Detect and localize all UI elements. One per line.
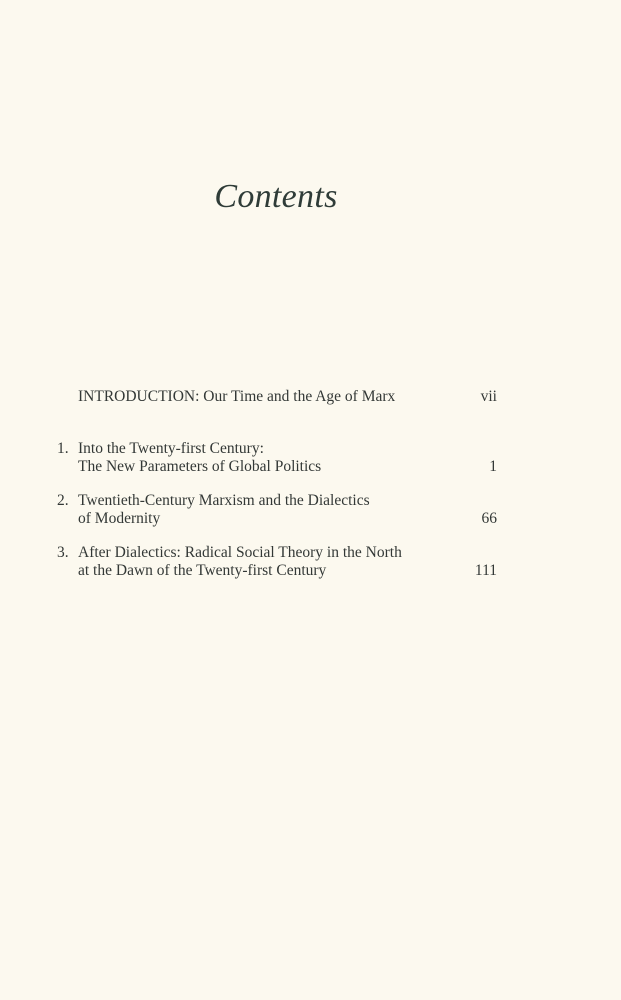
toc-entry-title-line-2: of Modernity bbox=[78, 510, 161, 527]
toc-entry-title bbox=[78, 440, 449, 476]
toc-entry-title-line-1: After Dialectics: Radical Social Theory in the North bbox=[78, 544, 402, 561]
toc-entry-page-number: 1 bbox=[489, 458, 497, 475]
chapter-number: 3. bbox=[57, 544, 69, 561]
toc-entry-chapter-3 bbox=[57, 544, 497, 580]
toc-entry-title bbox=[78, 544, 449, 580]
toc-entry-title-line-1: Twentieth-Century Marxism and the Dialectics bbox=[78, 492, 370, 509]
toc-entry-title-line-2: The New Parameters of Global Politics bbox=[78, 458, 322, 475]
toc-entry-introduction bbox=[57, 388, 497, 406]
page-title: Contents bbox=[214, 178, 338, 215]
toc-entry-title bbox=[78, 492, 449, 528]
table-of-contents bbox=[57, 388, 497, 596]
toc-entry-page-number: 111 bbox=[474, 562, 497, 579]
toc-entry-chapter-2 bbox=[57, 492, 497, 528]
toc-entry-page-number: 66 bbox=[481, 510, 497, 527]
toc-entry-title-line-2: at the Dawn of the Twenty-first Century bbox=[78, 562, 327, 579]
toc-entry-chapter-1 bbox=[57, 440, 497, 476]
toc-entry-title: INTRODUCTION: Our Time and the Age of Marx bbox=[78, 388, 396, 405]
toc-entry-title-line-1: Into the Twenty-first Century: bbox=[78, 440, 264, 457]
chapter-number: 2. bbox=[57, 492, 69, 509]
chapter-number: 1. bbox=[57, 440, 69, 457]
toc-entry-page-number: vii bbox=[480, 388, 497, 405]
